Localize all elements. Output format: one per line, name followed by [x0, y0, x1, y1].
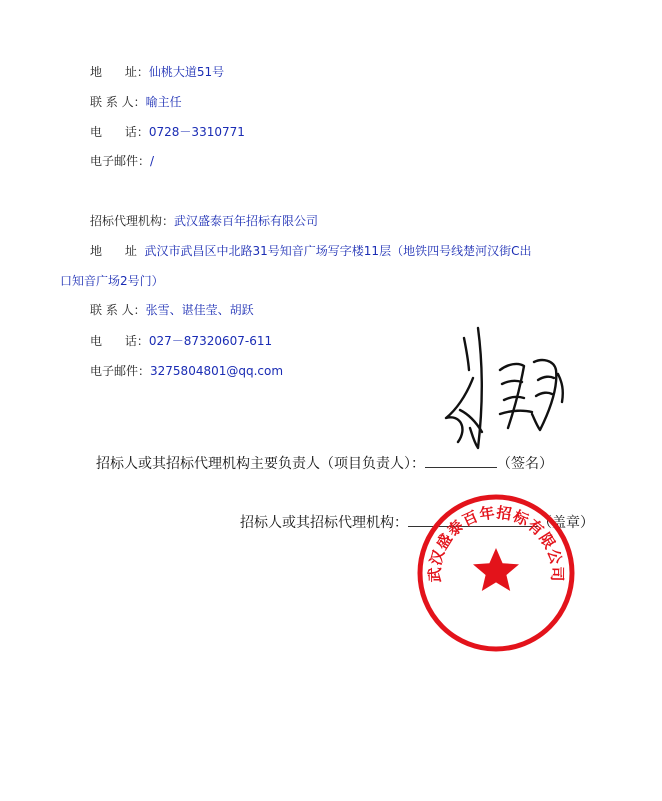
agency-address-value: 武汉市武昌区中北路31号知音广场写字楼11层（地铁四号线楚河汉街C出 [144, 244, 532, 258]
agency-email-label: 电子邮件： [90, 364, 151, 378]
agency-email-value: 3275804801@qq.com [150, 364, 284, 378]
signature-field[interactable] [425, 453, 497, 468]
agency-contact-label: 联 系 人： [90, 303, 146, 317]
signer-label: 招标人或其招标代理机构主要负责人（项目负责人）： [96, 456, 425, 472]
tenderer-address-value: 仙桃大道51号 [148, 65, 225, 79]
company-seal [415, 492, 577, 654]
seal-text-path: 武汉盛泰百年招标有限公司 [425, 503, 567, 583]
agency-phone [90, 333, 272, 349]
agency-phone-label: 电 话： [90, 334, 149, 348]
agency-email [90, 363, 283, 379]
tenderer-contact [90, 94, 182, 110]
agency-address-value-cont: 口知音广场2号门） [60, 274, 164, 288]
signer-line [96, 453, 553, 473]
agency-address-label: 地 址 [90, 244, 145, 258]
stamp-suffix: （盖章） [538, 515, 594, 531]
tenderer-contact-value: 喻主任 [145, 95, 182, 109]
tenderer-email-value: / [150, 154, 155, 168]
tenderer-email-label: 电子邮件： [90, 154, 151, 168]
tenderer-address [90, 64, 224, 80]
agency-contact [90, 302, 254, 318]
agency-address-continued [60, 273, 164, 289]
agency-phone-value: 027－87320607-611 [148, 334, 273, 348]
handwritten-signature [438, 318, 568, 458]
tenderer-phone [90, 124, 245, 140]
agency-contact-value: 张雪、谌佳莹、胡跃 [145, 303, 254, 317]
tenderer-phone-value: 0728－3310771 [148, 125, 245, 139]
agency-name [90, 213, 318, 229]
seal-star-icon [473, 548, 519, 591]
agency-name-label: 招标代理机构： [90, 214, 175, 228]
agency-address [90, 243, 531, 259]
tenderer-phone-label: 电 话： [90, 125, 149, 139]
stamp-label: 招标人或其招标代理机构： [240, 515, 408, 531]
agency-name-value: 武汉盛泰百年招标有限公司 [174, 214, 319, 228]
tenderer-email [90, 153, 154, 169]
signer-suffix: （签名） [497, 456, 553, 472]
tenderer-address-label: 地 址： [90, 65, 149, 79]
tenderer-contact-label: 联 系 人： [90, 95, 146, 109]
